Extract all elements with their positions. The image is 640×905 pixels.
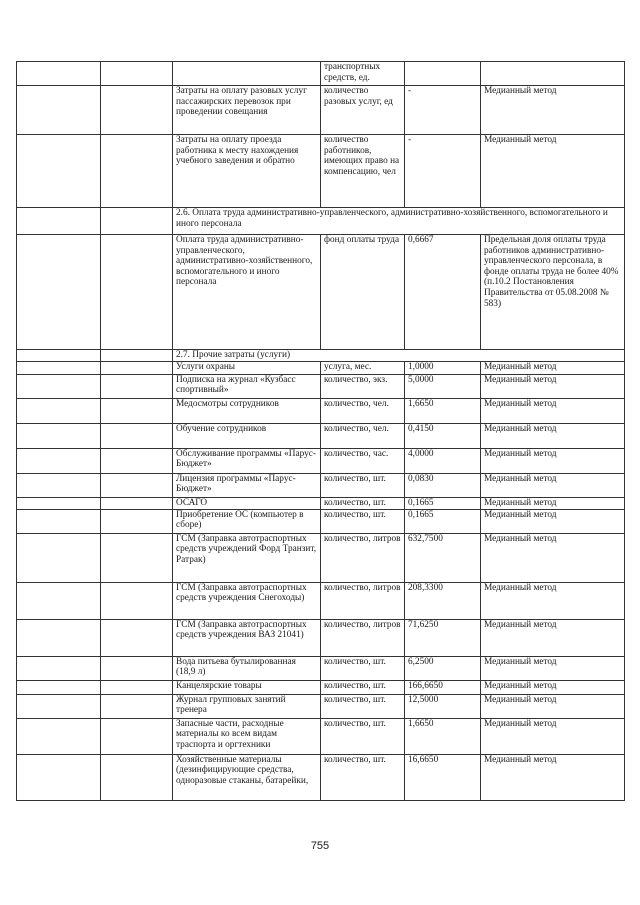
method-cell: Медианный метод bbox=[481, 656, 625, 680]
table-row bbox=[17, 754, 625, 800]
outer-col-1-cell bbox=[17, 350, 101, 362]
method-cell: Медианный метод bbox=[481, 135, 625, 208]
cost-name-cell: Канцелярские товары bbox=[173, 680, 321, 694]
table-row bbox=[17, 533, 625, 582]
outer-col-1-cell bbox=[17, 398, 101, 423]
unit-cell: количество, литров bbox=[321, 582, 405, 619]
outer-col-2-cell bbox=[101, 350, 173, 362]
unit-cell: количество, шт. bbox=[321, 680, 405, 694]
unit-cell: количество, шт. bbox=[321, 497, 405, 509]
table-row bbox=[17, 680, 625, 694]
method-cell: Медианный метод bbox=[481, 619, 625, 656]
cost-name-cell: Вода питьева бутылированная (18,9 л) bbox=[173, 656, 321, 680]
unit-cell: количество, экз. bbox=[321, 374, 405, 398]
cost-name-cell: Услуги охраны bbox=[173, 361, 321, 374]
table-row bbox=[17, 473, 625, 497]
outer-col-2-cell bbox=[101, 694, 173, 718]
value-cell: 4,0000 bbox=[405, 448, 481, 473]
cost-name-cell: ГСМ (Заправка автотраспортных средств учреждения Снегоходы) bbox=[173, 582, 321, 619]
section-heading: 2.7. Прочие затраты (услуги) bbox=[173, 350, 625, 362]
outer-col-2-cell bbox=[101, 62, 173, 86]
method-cell: Медианный метод bbox=[481, 398, 625, 423]
table-row bbox=[17, 398, 625, 423]
section-row bbox=[17, 350, 625, 362]
cost-name-cell: Затраты на оплату разовых услуг пассажирских перевозок при проведении совещания bbox=[173, 86, 321, 135]
value-cell: 1,6650 bbox=[405, 398, 481, 423]
outer-col-2-cell bbox=[101, 208, 173, 235]
outer-col-2-cell bbox=[101, 135, 173, 208]
outer-col-1-cell bbox=[17, 62, 101, 86]
outer-col-2-cell bbox=[101, 718, 173, 754]
outer-col-1-cell bbox=[17, 680, 101, 694]
outer-col-2-cell bbox=[101, 86, 173, 135]
cost-name-cell: Запасные части, расходные материалы ко всем видам траспорта и оргтехники bbox=[173, 718, 321, 754]
unit-cell: количество работников, имеющих право на компенсацию, чел bbox=[321, 135, 405, 208]
unit-cell: количество, чел. bbox=[321, 398, 405, 423]
value-cell: - bbox=[405, 135, 481, 208]
value-cell: 0,0830 bbox=[405, 473, 481, 497]
table-row bbox=[17, 235, 625, 350]
outer-col-2-cell bbox=[101, 619, 173, 656]
section-row bbox=[17, 208, 625, 235]
outer-col-1-cell bbox=[17, 619, 101, 656]
table-row bbox=[17, 448, 625, 473]
unit-cell: количество разовых услуг, ед bbox=[321, 86, 405, 135]
outer-col-1-cell bbox=[17, 208, 101, 235]
outer-col-1-cell bbox=[17, 135, 101, 208]
cost-name-cell: Обслуживание программы «Парус-Бюджет» bbox=[173, 448, 321, 473]
unit-cell: фонд оплаты труда bbox=[321, 235, 405, 350]
outer-col-1-cell bbox=[17, 374, 101, 398]
outer-col-2-cell bbox=[101, 473, 173, 497]
page-number: 755 bbox=[310, 840, 330, 852]
cost-name-cell: ГСМ (Заправка автотраспортных средств учреждения ВАЗ 21041) bbox=[173, 619, 321, 656]
outer-col-2-cell bbox=[101, 754, 173, 800]
outer-col-1-cell bbox=[17, 497, 101, 509]
outer-col-2-cell bbox=[101, 235, 173, 350]
cost-name-cell: Затраты на оплату проезда работника к месту нахождения учебного заведения и обратно bbox=[173, 135, 321, 208]
outer-col-1-cell bbox=[17, 694, 101, 718]
cost-name-cell: Подписка на журнал «Кузбасс спортивный» bbox=[173, 374, 321, 398]
value-cell: 208,3300 bbox=[405, 582, 481, 619]
outer-col-2-cell bbox=[101, 423, 173, 448]
table-row bbox=[17, 656, 625, 680]
value-cell: 0,4150 bbox=[405, 423, 481, 448]
method-cell: Медианный метод bbox=[481, 497, 625, 509]
method-cell: Медианный метод bbox=[481, 448, 625, 473]
table-row bbox=[17, 62, 625, 86]
cost-name-cell: Лицензия программы «Парус-Бюджет» bbox=[173, 473, 321, 497]
outer-col-1-cell bbox=[17, 533, 101, 582]
method-cell: Медианный метод bbox=[481, 754, 625, 800]
section-heading: 2.6. Оплата труда административно-управленческого, административно-хозяйственного, вспомогательного и иного персонала bbox=[173, 208, 625, 235]
outer-col-1-cell bbox=[17, 235, 101, 350]
value-cell: 0,1665 bbox=[405, 509, 481, 533]
unit-cell: количество, час. bbox=[321, 448, 405, 473]
value-cell: 1,0000 bbox=[405, 361, 481, 374]
table-row bbox=[17, 423, 625, 448]
table-row bbox=[17, 718, 625, 754]
table-row bbox=[17, 509, 625, 533]
method-cell: Медианный метод bbox=[481, 718, 625, 754]
value-cell: 1,6650 bbox=[405, 718, 481, 754]
method-cell: Медианный метод bbox=[481, 374, 625, 398]
unit-cell: количество, чел. bbox=[321, 423, 405, 448]
unit-cell: услуга, мес. bbox=[321, 361, 405, 374]
cost-name-cell: Обучение сотрудников bbox=[173, 423, 321, 448]
cost-name-cell: Журнал групповых занятий тренера bbox=[173, 694, 321, 718]
table-row bbox=[17, 361, 625, 374]
value-cell: 5,0000 bbox=[405, 374, 481, 398]
table-row bbox=[17, 135, 625, 208]
cost-name-cell: Оплата труда административно-управленческого, административно-хозяйственного, вспомогательного и иного персонала bbox=[173, 235, 321, 350]
outer-col-1-cell bbox=[17, 656, 101, 680]
value-cell: 6,2500 bbox=[405, 656, 481, 680]
cost-table-body bbox=[17, 62, 625, 801]
method-cell: Медианный метод bbox=[481, 473, 625, 497]
method-cell: Медианный метод bbox=[481, 533, 625, 582]
unit-cell: количество, шт. bbox=[321, 718, 405, 754]
table-row bbox=[17, 374, 625, 398]
outer-col-2-cell bbox=[101, 374, 173, 398]
outer-col-2-cell bbox=[101, 533, 173, 582]
unit-cell: транспортных средств, ед. bbox=[321, 62, 405, 86]
unit-cell: количество, шт. bbox=[321, 656, 405, 680]
cost-name-cell: Медосмотры сотрудников bbox=[173, 398, 321, 423]
outer-col-2-cell bbox=[101, 582, 173, 619]
outer-col-1-cell bbox=[17, 423, 101, 448]
value-cell: 71,6250 bbox=[405, 619, 481, 656]
outer-col-1-cell bbox=[17, 448, 101, 473]
method-cell: Медианный метод bbox=[481, 423, 625, 448]
cost-name-cell: Приобретение ОС (компьютер в сборе) bbox=[173, 509, 321, 533]
outer-col-2-cell bbox=[101, 361, 173, 374]
outer-col-2-cell bbox=[101, 509, 173, 533]
method-cell: Медианный метод bbox=[481, 86, 625, 135]
outer-col-1-cell bbox=[17, 86, 101, 135]
outer-col-2-cell bbox=[101, 656, 173, 680]
method-cell: Предельная доля оплаты труда работников административно-управленческого персонала, в фонде оплаты труда не более 40% (п.10.2 Постановления Правительства от 05.08.2008 № 583) bbox=[481, 235, 625, 350]
value-cell bbox=[405, 62, 481, 86]
table-row bbox=[17, 582, 625, 619]
method-cell: Медианный метод bbox=[481, 509, 625, 533]
method-cell: Медианный метод bbox=[481, 694, 625, 718]
value-cell: 0,6667 bbox=[405, 235, 481, 350]
method-cell: Медианный метод bbox=[481, 361, 625, 374]
method-cell bbox=[481, 62, 625, 86]
unit-cell: количество, шт. bbox=[321, 754, 405, 800]
outer-col-2-cell bbox=[101, 448, 173, 473]
value-cell: 632,7500 bbox=[405, 533, 481, 582]
outer-col-1-cell bbox=[17, 754, 101, 800]
value-cell: 166,6650 bbox=[405, 680, 481, 694]
value-cell: 12,5000 bbox=[405, 694, 481, 718]
cost-name-cell: Хозяйственные материалы (дезинфицирующие средства, одноразовые стаканы, батарейки, bbox=[173, 754, 321, 800]
table-row bbox=[17, 694, 625, 718]
cost-table bbox=[16, 61, 625, 801]
table-row bbox=[17, 619, 625, 656]
unit-cell: количество, шт. bbox=[321, 509, 405, 533]
method-cell: Медианный метод bbox=[481, 680, 625, 694]
table-row bbox=[17, 86, 625, 135]
outer-col-2-cell bbox=[101, 680, 173, 694]
method-cell: Медианный метод bbox=[481, 582, 625, 619]
outer-col-1-cell bbox=[17, 718, 101, 754]
outer-col-1-cell bbox=[17, 473, 101, 497]
cost-name-cell bbox=[173, 62, 321, 86]
unit-cell: количество, шт. bbox=[321, 694, 405, 718]
value-cell: 0,1665 bbox=[405, 497, 481, 509]
outer-col-1-cell bbox=[17, 361, 101, 374]
outer-col-1-cell bbox=[17, 582, 101, 619]
value-cell: 16,6650 bbox=[405, 754, 481, 800]
value-cell: - bbox=[405, 86, 481, 135]
unit-cell: количество, литров bbox=[321, 533, 405, 582]
outer-col-2-cell bbox=[101, 398, 173, 423]
unit-cell: количество, литров bbox=[321, 619, 405, 656]
outer-col-2-cell bbox=[101, 497, 173, 509]
cost-name-cell: ОСАГО bbox=[173, 497, 321, 509]
table-row bbox=[17, 497, 625, 509]
outer-col-1-cell bbox=[17, 509, 101, 533]
unit-cell: количество, шт. bbox=[321, 473, 405, 497]
cost-name-cell: ГСМ (Заправка автотраспортных средств учреждений Форд Транзит, Ратрак) bbox=[173, 533, 321, 582]
